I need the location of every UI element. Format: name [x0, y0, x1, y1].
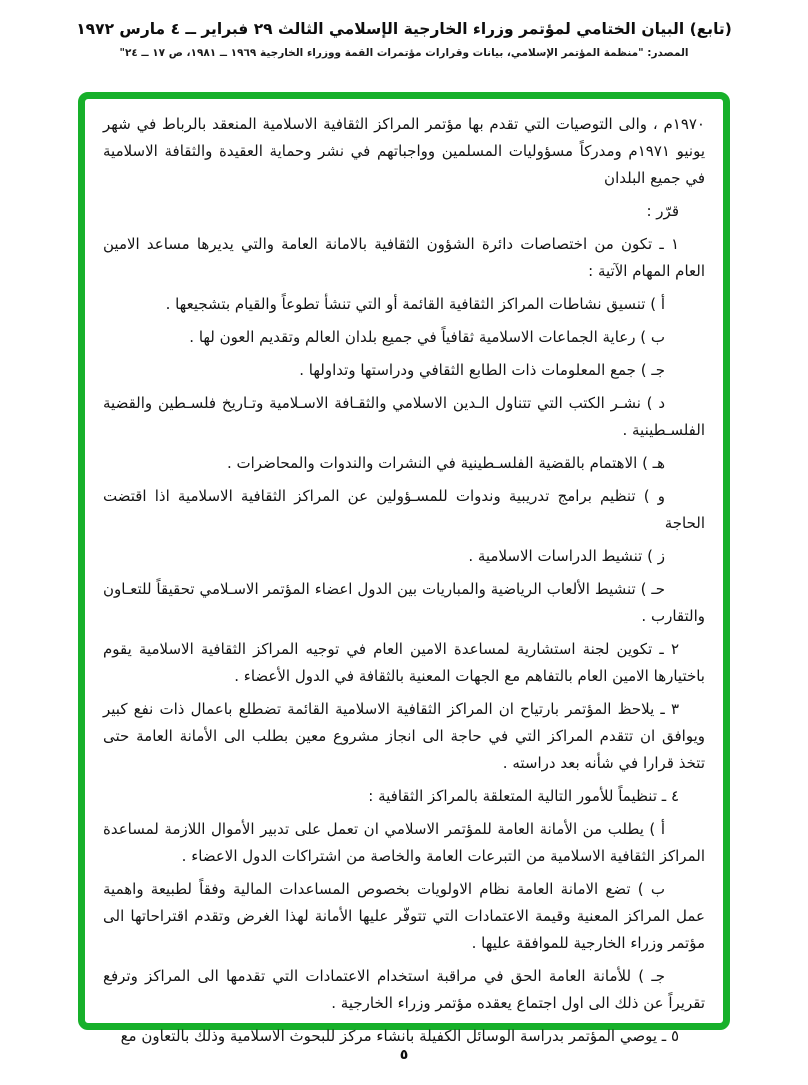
paragraph-decree-intro: قرّر : [646, 202, 679, 220]
paragraph-item4-subitem-j: جـ ) للأمانة العامة الحق في مراقبة استخدام الاعتمادات التي تقدمها الى المراكز وترفع تقريراً عن ذلك الى اول اجتماع يعقده مؤتمر وزراء الخارجية . [103, 967, 705, 1012]
paragraph-subitem-z: ز ) تنشيط الدراسات الاسلامية . [468, 547, 665, 565]
paragraph-item-5: ٥ ـ يوصي المؤتمر بدراسة الوسائل الكفيلة بانشاء مركز للبحوث الاسلامية وذلك بالتعاون مع [120, 1027, 679, 1045]
paragraph-item-3: ٣ ـ يلاحظ المؤتمر بارتياح ان المراكز الثقافية الاسلامية القائمة تضطلع باعمال ذات نفع كبير ويوافق ان تتقدم المراكز التي في حاجة الى انجاز مشروع معين بطلب الى الأمانة العامة حتى تتخذ قرارا في شأنه بعد دراسته . [103, 700, 705, 772]
paragraph-subitem-h: هـ ) الاهتمام بالقضية الفلسـطينية في النشرات والندوات والمحاضرات . [226, 454, 665, 472]
paragraph-subitem-w: و ) تنظيم برامج تدريبية وندوات للمسـؤولين عن المراكز الثقافية الاسلامية اذا اقتضت الحاجة [103, 487, 705, 532]
paragraph-subitem-d: د ) نشـر الكتب التي تتناول الـدين الاسلامي والثقـافة الاسـلامية وتـاريخ فلسـطين والقضية الفلسـطينية . [103, 394, 705, 439]
paragraph-item-1: ١ ـ تكون من اختصاصات دائرة الشؤون الثقافية بالامانة العامة والتي يديرها مساعد الامين العام المهام الآتية : [103, 235, 705, 280]
paragraph-subitem-a: أ ) تنسيق نشاطات المراكز الثقافية القائمة أو التي تنشأ تطوعاً والقيام بتشجيعها . [165, 295, 665, 313]
page-title: (تابع) البيان الختامي لمؤتمر وزراء الخارجية الإسلامي الثالث ٢٩ فبراير ــ ٤ مارس ١٩٧٢ [76, 20, 732, 38]
paragraph-item4-subitem-b: ب ) تضع الامانة العامة نظام الاولويات بخصوص المساعدات المالية وفقاً لطبيعة واهمية عمل المراكز المعنية وقيمة الاعتمادات التي تتوفّر عليها الأمانة لهذا الغرض وتقدم اقتراحاتها الى مؤتمر وزراء الخارجية للموافقة عليها . [103, 880, 705, 952]
page-number: ٥ [399, 1047, 409, 1063]
paragraph-continuation: ١٩٧٠م ، والى التوصيات التي تقدم بها مؤتمر المراكز الثقافية الاسلامية المنعقد بالرباط في شهر يونيو ١٩٧١م ومدركاً مسؤوليات المسلمين وواجباتهم في نشر وحماية العقيدة والثقافة الاسلامية في جميع البلدان [103, 115, 705, 187]
paragraph-item-4: ٤ ـ تنظيماً للأمور التالية المتعلقة بالمراكز الثقافية : [368, 787, 679, 805]
highlighted-content-frame [78, 92, 730, 1045]
paragraph-item4-subitem-a: أ ) يطلب من الأمانة العامة للمؤتمر الاسلامي ان تعمل على تدبير الأموال اللازمة لمساعدة المراكز الثقافية الاسلامية من التبرعات العامة والخاصة من اشتراكات الدول الاعضاء . [103, 820, 705, 865]
page-header [0, 20, 808, 59]
paragraph-subitem-hh: حـ ) تنشيط الألعاب الرياضية والمباريات بين الدول اعضاء المؤتمر الاسـلامي تحقيقاً للتعـاون والتقارب . [103, 580, 705, 625]
paragraph-item-2: ٢ ـ تكوين لجنة استشارية لمساعدة الامين العام في توجيه المراكز الثقافية الاسلامية يقوم باختيارها الامين العام بالتفاهم مع الجهات المعنية بالثقافة في الدول الأعضاء . [103, 640, 705, 685]
paragraph-subitem-b: ب ) رعاية الجماعات الاسلامية ثقافياً في جميع بلدان العالم وتقديم العون لها . [189, 328, 665, 346]
paragraph-subitem-j: جـ ) جمع المعلومات ذات الطابع الثقافي ودراستها وتداولها . [299, 361, 665, 379]
source-line: المصدر: "منظمة المؤتمر الإسلامي، بيانات وقرارات مؤتمرات القمة ووزراء الخارجية ١٩٦٩ ــ ١٩٨١، ص ١٧ ــ ٢٤" [119, 47, 689, 59]
